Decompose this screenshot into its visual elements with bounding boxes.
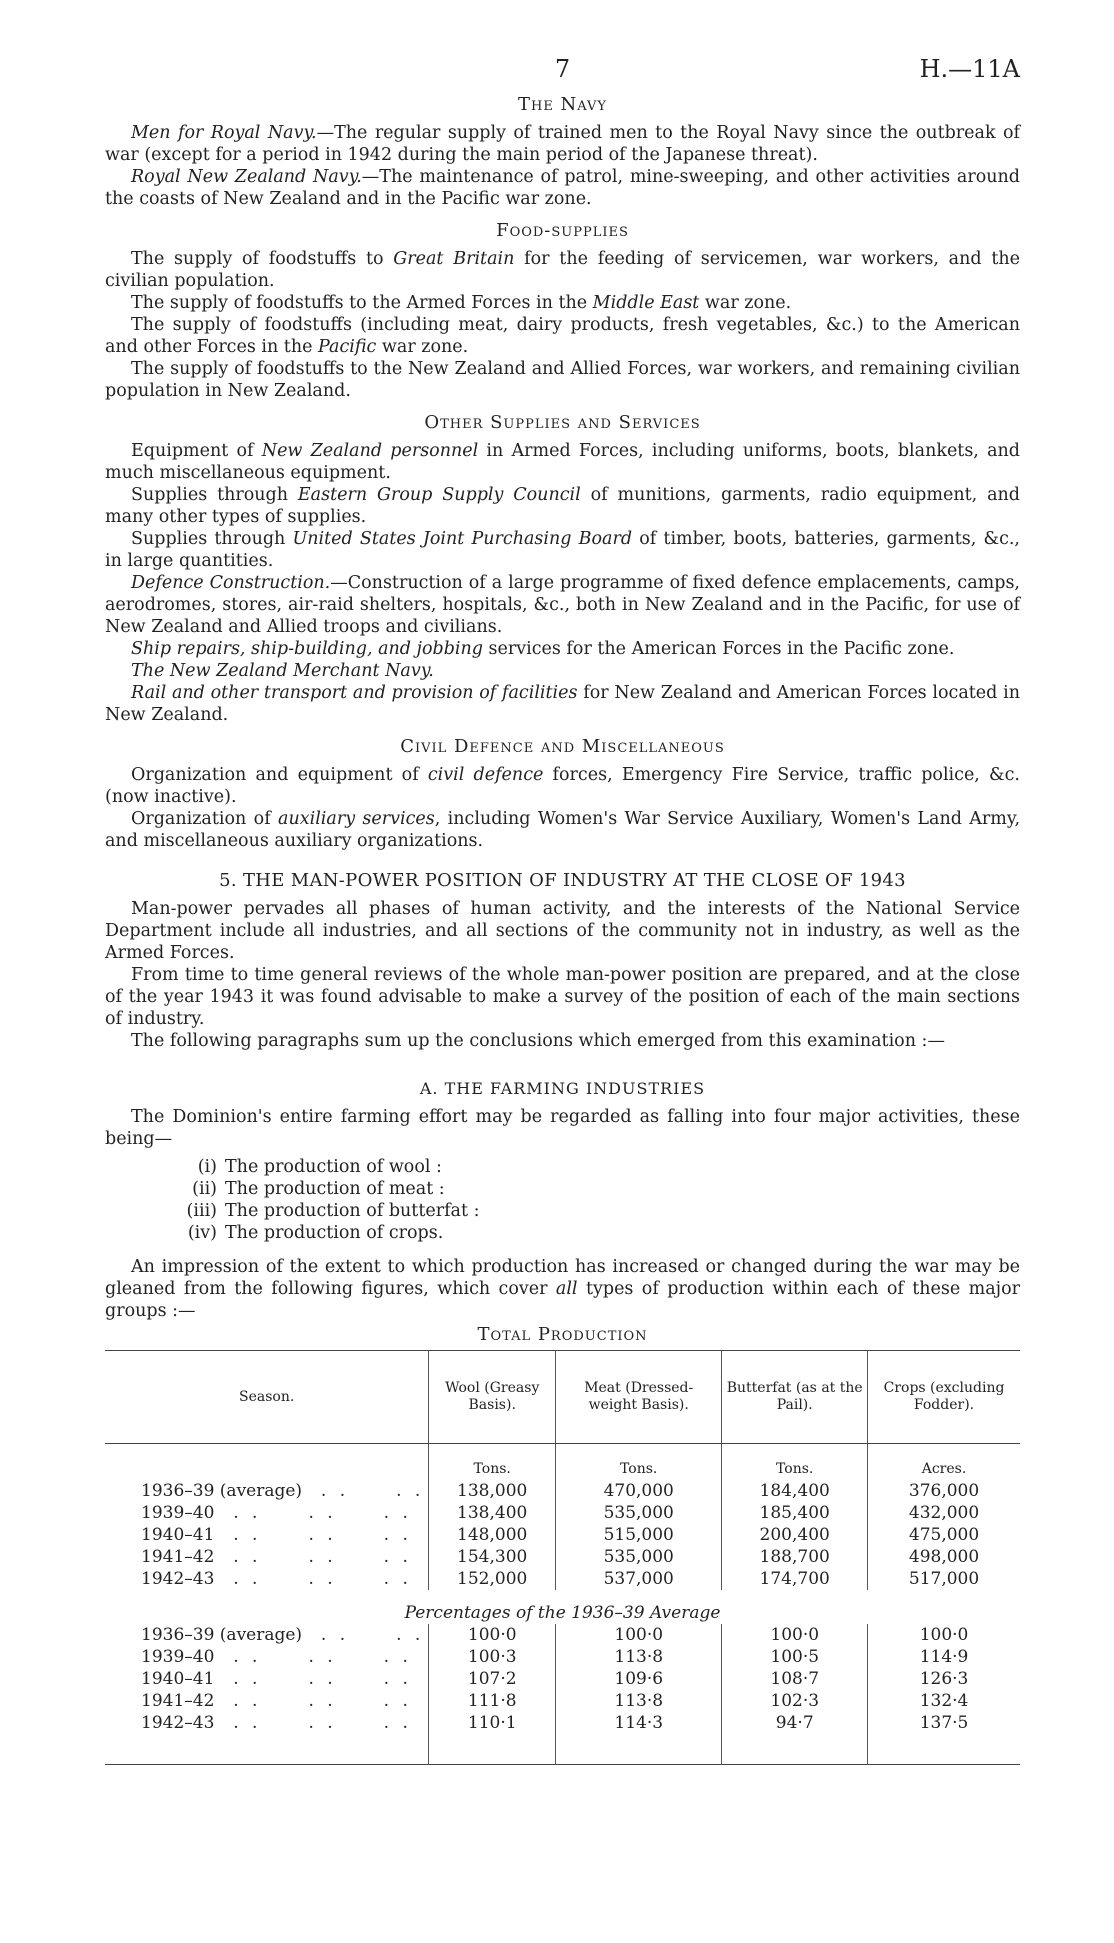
season-label: 1940–41: [141, 1669, 215, 1689]
food-p2-a: The supply of foodstuffs to the Armed Forces in the: [131, 293, 593, 313]
food-heading: Food-supplies: [496, 220, 629, 241]
table-row: [105, 1690, 1020, 1712]
tail-cell: [105, 1734, 429, 1765]
season-label: 1939–40: [141, 1647, 215, 1667]
season-cell: [105, 1480, 429, 1502]
leader-dots: . . . . . .: [214, 1647, 412, 1667]
list-item: [183, 1222, 1020, 1244]
butterfat-cell: 100·5: [722, 1646, 868, 1668]
meat-cell: 100·0: [556, 1624, 722, 1646]
wool-cell: 107·2: [429, 1668, 556, 1690]
tail-cell: [556, 1734, 722, 1765]
farming-activities-list: [105, 1156, 1020, 1244]
table-row: [105, 1668, 1020, 1690]
other-paragraph-6: [105, 660, 1020, 682]
leader-dots: . . . . . .: [214, 1547, 412, 1567]
other-p2-it: Eastern Group Supply Council: [297, 485, 581, 505]
food-p3-b: war zone.: [376, 337, 469, 357]
crops-cell: 137·5: [868, 1712, 1020, 1734]
list-item-text: The production of butterfat :: [225, 1201, 480, 1221]
list-item: [183, 1178, 1020, 1200]
farming-p2-b: types of production within each of these major groups :—: [105, 1279, 1020, 1321]
season-label: 1940–41: [141, 1525, 215, 1545]
other-paragraph-4: [105, 572, 1020, 638]
wool-cell: 148,000: [429, 1524, 556, 1546]
table-row: [105, 1624, 1020, 1646]
navy-p2-lead: Royal New Zealand Navy.: [131, 167, 362, 187]
other-p4-b: —Construction of a large programme of fixed defence emplacements, camps, aerodromes, stores, air-raid shelters, hospitals, &c., both in New Zealand and in the Pacific, for use of New Zealand and Allied troops and civilians.: [105, 573, 1020, 637]
crops-cell: 114·9: [868, 1646, 1020, 1668]
leader-dots: . . . . . .: [214, 1669, 412, 1689]
season-cell: [105, 1624, 429, 1646]
table-row: [105, 1480, 1020, 1502]
butterfat-cell: 94·7: [722, 1712, 868, 1734]
other-paragraph-5: [105, 638, 1020, 660]
other-p4-it: Defence Construction.: [131, 573, 331, 593]
table-tail-row: [105, 1734, 1020, 1765]
butterfat-cell: 185,400: [722, 1502, 868, 1524]
crops-cell: 132·4: [868, 1690, 1020, 1712]
table-caption: Total Production: [477, 1324, 648, 1345]
table-row: [105, 1568, 1020, 1590]
meat-cell: 537,000: [556, 1568, 722, 1590]
section5-paragraph-3: The following paragraphs sum up the conclusions which emerged from this examination :—: [131, 1031, 945, 1051]
percentages-caption: Percentages of the 1936–39 Average: [404, 1603, 721, 1623]
butterfat-cell: 108·7: [722, 1668, 868, 1690]
list-item: [183, 1200, 1020, 1222]
butterfat-cell: 102·3: [722, 1690, 868, 1712]
civil-p2-a: Organization of: [131, 809, 279, 829]
crops-cell: 517,000: [868, 1568, 1020, 1590]
other-paragraph-2: [105, 484, 1020, 528]
food-paragraph-1: [105, 248, 1020, 292]
season-cell: [105, 1568, 429, 1590]
farming-p2-it: all: [555, 1279, 578, 1299]
food-p3-it: Pacific: [318, 337, 377, 357]
table-row: [105, 1712, 1020, 1734]
other-paragraph-7: [105, 682, 1020, 726]
wool-cell: 138,400: [429, 1502, 556, 1524]
table-body: [105, 1444, 1020, 1765]
table-row: [105, 1524, 1020, 1546]
leader-dots: . . . .: [302, 1625, 425, 1645]
crops-cell: 376,000: [868, 1480, 1020, 1502]
leader-dots: . . . .: [302, 1481, 425, 1501]
header-crops: Crops (excluding Fodder).: [868, 1351, 1020, 1444]
season-label: 1936–39 (average): [141, 1625, 303, 1645]
leader-dots: . . . . . .: [214, 1569, 412, 1589]
navy-heading: The Navy: [517, 94, 607, 115]
table-header-row: [105, 1351, 1020, 1444]
season-label: 1941–42: [141, 1547, 215, 1567]
meat-cell: 109·6: [556, 1668, 722, 1690]
other-paragraph-1: [105, 440, 1020, 484]
leader-dots: . . . . . .: [214, 1525, 412, 1545]
list-item-number: (iii): [186, 1201, 217, 1221]
food-p1-it: Great Britain: [393, 249, 515, 269]
crops-cell: 100·0: [868, 1624, 1020, 1646]
other-p3-b: of timber, boots, batteries, garments, &c., in large quantities.: [105, 529, 1020, 571]
header-meat: Meat (Dressed-weight Basis).: [556, 1351, 722, 1444]
butterfat-cell: 184,400: [722, 1480, 868, 1502]
season-cell: [105, 1524, 429, 1546]
unit-crops: Acres.: [868, 1444, 1020, 1481]
other-p2-b: of munitions, garments, radio equipment, and many other types of supplies.: [105, 485, 1020, 527]
other-p5-b: services for the American Forces in the Pacific zone.: [482, 639, 955, 659]
crops-cell: 432,000: [868, 1502, 1020, 1524]
unit-wool: Tons.: [429, 1444, 556, 1481]
other-p7-b: for New Zealand and American Forces located in New Zealand.: [105, 683, 1020, 725]
list-item-number: (iv): [187, 1223, 217, 1243]
season-label: 1936–39 (average): [141, 1481, 303, 1501]
other-p1-a: Equipment of: [131, 441, 262, 461]
season-cell: [105, 1646, 429, 1668]
section5-paragraph-1: Man-power pervades all phases of human activity, and the interests of the National Service Department include all industries, and all sections of the community not in industry, as well as the Armed Forces.: [105, 899, 1020, 963]
other-p5-it: Ship repairs, ship-building, and jobbing: [131, 639, 483, 659]
other-supplies-heading: Other Supplies and Services: [424, 412, 701, 433]
other-p6-it: The New Zealand Merchant Navy.: [131, 661, 434, 681]
civil-p1-a: Organization and equipment of: [131, 765, 428, 785]
table-row: [105, 1502, 1020, 1524]
butterfat-cell: 174,700: [722, 1568, 868, 1590]
table-row: [105, 1546, 1020, 1568]
tail-cell: [722, 1734, 868, 1765]
header-butterfat: Butterfat (as at the Pail).: [722, 1351, 868, 1444]
list-item-number: (i): [197, 1157, 217, 1177]
farming-heading: A. THE FARMING INDUSTRIES: [419, 1079, 706, 1098]
season-label: 1939–40: [141, 1503, 215, 1523]
navy-p1-rest: —The regular supply of trained men to the Royal Navy since the outbreak of war (except for a period in 1942 during the main period of the Japanese threat).: [105, 123, 1020, 165]
other-p1-b: in Armed Forces, including uniforms, boots, blankets, and much miscellaneous equipment.: [105, 441, 1020, 483]
leader-dots: . . . . . .: [214, 1713, 412, 1733]
unit-meat: Tons.: [556, 1444, 722, 1481]
farming-paragraph-2: [105, 1256, 1020, 1322]
farming-intro: The Dominion's entire farming effort may be regarded as falling into four major activities, these being—: [105, 1107, 1020, 1149]
food-p1-a: The supply of foodstuffs to: [131, 249, 394, 269]
season-label: 1941–42: [141, 1691, 215, 1711]
header-wool: Wool (Greasy Basis).: [429, 1351, 556, 1444]
civil-paragraph-1: [105, 764, 1020, 808]
wool-cell: 138,000: [429, 1480, 556, 1502]
meat-cell: 113·8: [556, 1690, 722, 1712]
wool-cell: 111·8: [429, 1690, 556, 1712]
other-p7-it: Rail and other transport and provision of facilities: [131, 683, 578, 703]
season-label: 1942–43: [141, 1569, 215, 1589]
tail-cell: [429, 1734, 556, 1765]
navy-p2-rest: —The maintenance of patrol, mine-sweeping, and other activities around the coasts of New Zealand and in the Pacific war zone.: [105, 167, 1020, 209]
section5-paragraph-2: From time to time general reviews of the whole man-power position are prepared, and at the close of the year 1943 it was found advisable to make a survey of the position of each of the main sections of industry.: [105, 965, 1020, 1029]
food-p1-b: for the feeding of servicemen, war workers, and the civilian population.: [105, 249, 1020, 291]
unit-butterfat: Tons.: [722, 1444, 868, 1481]
other-p1-it: New Zealand personnel: [261, 441, 479, 461]
food-p3-a: The supply of foodstuffs (including meat, dairy products, fresh vegetables, &c.) to the American and other Forces in the: [105, 315, 1020, 357]
header-season: Season.: [105, 1351, 429, 1444]
units-row: [105, 1444, 1020, 1481]
butterfat-cell: 188,700: [722, 1546, 868, 1568]
list-item-text: The production of meat :: [225, 1179, 445, 1199]
other-p2-a: Supplies through: [131, 485, 298, 505]
civil-p2-it: auxiliary services: [278, 809, 435, 829]
wool-cell: 154,300: [429, 1546, 556, 1568]
wool-cell: 100·0: [429, 1624, 556, 1646]
other-p3-it: United States Joint Purchasing Board: [292, 529, 633, 549]
meat-cell: 113·8: [556, 1646, 722, 1668]
list-item-number: (ii): [192, 1179, 217, 1199]
crops-cell: 498,000: [868, 1546, 1020, 1568]
table-row: [105, 1646, 1020, 1668]
food-p2-it: Middle East: [592, 293, 700, 313]
wool-cell: 100·3: [429, 1646, 556, 1668]
season-cell: [105, 1712, 429, 1734]
season-cell: [105, 1690, 429, 1712]
season-cell: [105, 1546, 429, 1568]
document-reference: H.—11A: [919, 55, 1020, 83]
leader-dots: . . . . . .: [214, 1503, 412, 1523]
crops-cell: 475,000: [868, 1524, 1020, 1546]
meat-cell: 515,000: [556, 1524, 722, 1546]
wool-cell: 110·1: [429, 1712, 556, 1734]
farming-p2-a: An impression of the extent to which production has increased or changed during the war may be gleaned from the following figures, which cover: [105, 1257, 1020, 1299]
list-item-text: The production of wool :: [225, 1157, 442, 1177]
meat-cell: 535,000: [556, 1502, 722, 1524]
food-p2-b: war zone.: [699, 293, 792, 313]
total-production-table: [105, 1350, 1020, 1765]
leader-dots: . . . . . .: [214, 1691, 412, 1711]
civil-p2-b: , including Women's War Service Auxiliary, Women's Land Army, and miscellaneous auxiliary organizations.: [105, 809, 1021, 851]
civil-defence-heading: Civil Defence and Miscellaneous: [400, 736, 725, 757]
meat-cell: 114·3: [556, 1712, 722, 1734]
season-cell: [105, 1502, 429, 1524]
navy-paragraph-2: [105, 166, 1020, 210]
tail-cell: [868, 1734, 1020, 1765]
civil-p1-b: forces, Emergency Fire Service, traffic police, &c. (now inactive).: [105, 765, 1020, 807]
list-item: [183, 1156, 1020, 1178]
crops-cell: 126·3: [868, 1668, 1020, 1690]
butterfat-cell: 200,400: [722, 1524, 868, 1546]
units-blank: [105, 1444, 429, 1481]
list-item-text: The production of crops.: [225, 1223, 444, 1243]
other-paragraph-3: [105, 528, 1020, 572]
navy-paragraph-1: [105, 122, 1020, 166]
wool-cell: 152,000: [429, 1568, 556, 1590]
food-paragraph-3: [105, 314, 1020, 358]
civil-paragraph-2: [105, 808, 1020, 852]
season-cell: [105, 1668, 429, 1690]
navy-p1-lead: Men for Royal Navy.: [131, 123, 317, 143]
page-header: [105, 55, 1020, 92]
percentages-caption-row: [105, 1590, 1020, 1624]
meat-cell: 470,000: [556, 1480, 722, 1502]
food-paragraph-2: [105, 292, 1020, 314]
meat-cell: 535,000: [556, 1546, 722, 1568]
season-label: 1942–43: [141, 1713, 215, 1733]
food-paragraph-4: The supply of foodstuffs to the New Zealand and Allied Forces, war workers, and remaining civilian population in New Zealand.: [105, 359, 1020, 401]
page-number: 7: [554, 55, 571, 83]
section-5-heading: 5. THE MAN-POWER POSITION OF INDUSTRY AT THE CLOSE OF 1943: [219, 870, 906, 891]
butterfat-cell: 100·0: [722, 1624, 868, 1646]
civil-p1-it: civil defence: [427, 765, 544, 785]
other-p3-a: Supplies through: [131, 529, 293, 549]
